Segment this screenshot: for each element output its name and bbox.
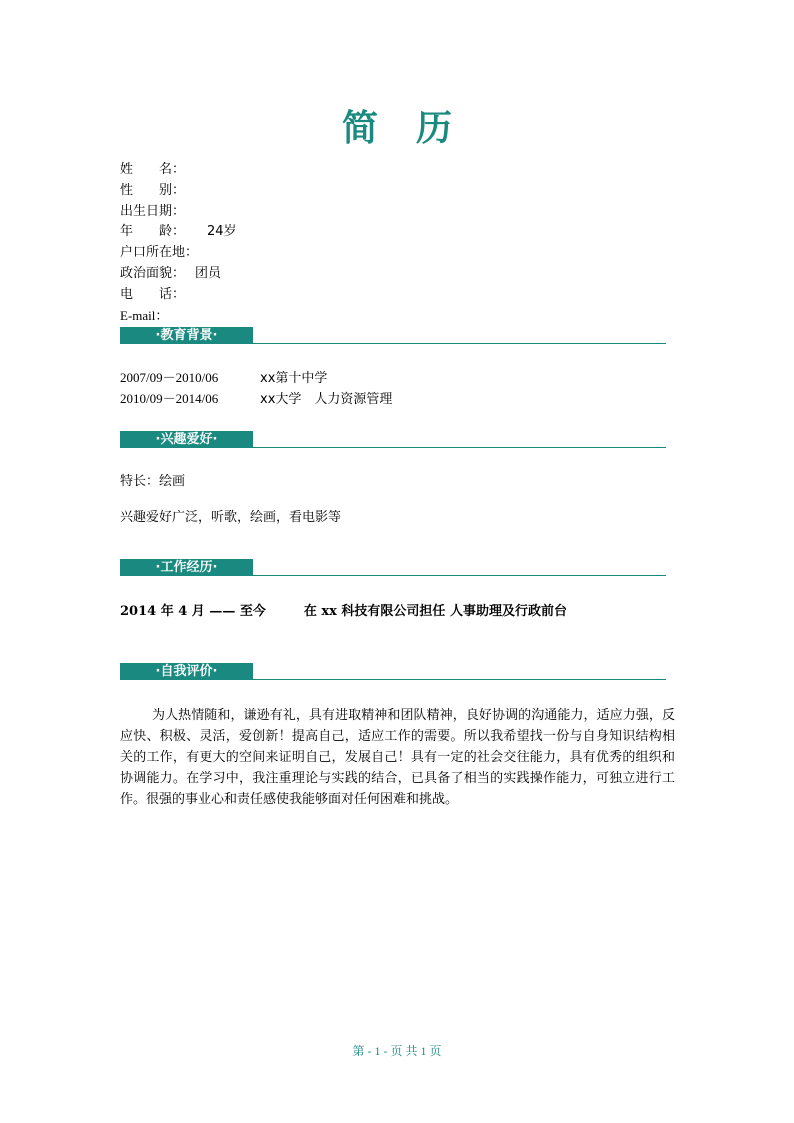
section-tag: ·自我评价· xyxy=(120,663,253,680)
field-gender xyxy=(120,182,207,200)
education-row xyxy=(120,390,392,409)
section-work-header xyxy=(120,558,666,578)
field-label: 性 别： xyxy=(120,183,186,198)
hobby-interests: 兴趣爱好广泛，听歌，绘画，看电影等 xyxy=(120,510,342,525)
title-char-1: 简 xyxy=(341,107,378,149)
section-self-header xyxy=(120,662,666,682)
section-tag: ·教育背景· xyxy=(120,327,253,344)
work-period: 2014 年 4 月 —— 至今 xyxy=(120,604,266,619)
field-label: 年 龄： xyxy=(120,224,186,239)
page-title xyxy=(0,100,794,151)
hobby-specialty: 特长：绘画 xyxy=(120,474,186,489)
section-education-header xyxy=(120,326,666,346)
field-value: 团员 xyxy=(195,266,222,281)
field-name xyxy=(120,161,207,179)
section-tag: ·工作经历· xyxy=(120,559,253,576)
field-label: 姓 名： xyxy=(120,162,186,177)
education-dates: 2010/09－2014/06 xyxy=(120,391,219,406)
section-hobbies-header xyxy=(120,430,666,450)
field-phone xyxy=(120,286,207,304)
field-label: 政治面貌： xyxy=(120,266,186,281)
education-school: xx第十中学 xyxy=(260,371,328,386)
field-value: 24岁 xyxy=(207,224,237,239)
self-evaluation-text: 为人热情随和，谦逊有礼，具有进取精神和团队精神，良好协调的沟通能力，适应力强，反应快、积极、灵活，爱创新！提高自己，适应工作的需要。所以我希望找一份与自身知识结构相关的工作，有更大的空间来证明自己，发展自己！具有一定的社会交往能力，具有优秀的组织和协调能力。在学习中，我注重理论与实践的结合，已具备了相当的实践操作能力，可独立进行工作。很强的事业心和责任感使我能够面对任何困难和挑战。 xyxy=(120,708,675,807)
section-tag: ·兴趣爱好· xyxy=(120,431,253,448)
page-footer: 第 - 1 - 页 共 1 页 xyxy=(352,1044,442,1058)
field-label: 出生日期： xyxy=(120,204,186,219)
work-position: 在 xx 科技有限公司担任 人事助理及行政前台 xyxy=(303,604,567,619)
field-label: 户口所在地： xyxy=(120,245,199,260)
education-row xyxy=(120,369,327,388)
field-email xyxy=(120,307,190,325)
field-label: 电 话： xyxy=(120,287,186,302)
title-char-2: 历 xyxy=(416,107,453,149)
field-label: E-mail： xyxy=(120,308,169,323)
work-entry xyxy=(120,600,567,619)
field-political xyxy=(120,265,221,283)
field-birthdate xyxy=(120,203,207,221)
field-age xyxy=(120,223,237,241)
education-school: xx大学 人力资源管理 xyxy=(260,392,393,407)
field-hukou xyxy=(120,244,220,262)
education-dates: 2007/09－2010/06 xyxy=(120,370,219,385)
